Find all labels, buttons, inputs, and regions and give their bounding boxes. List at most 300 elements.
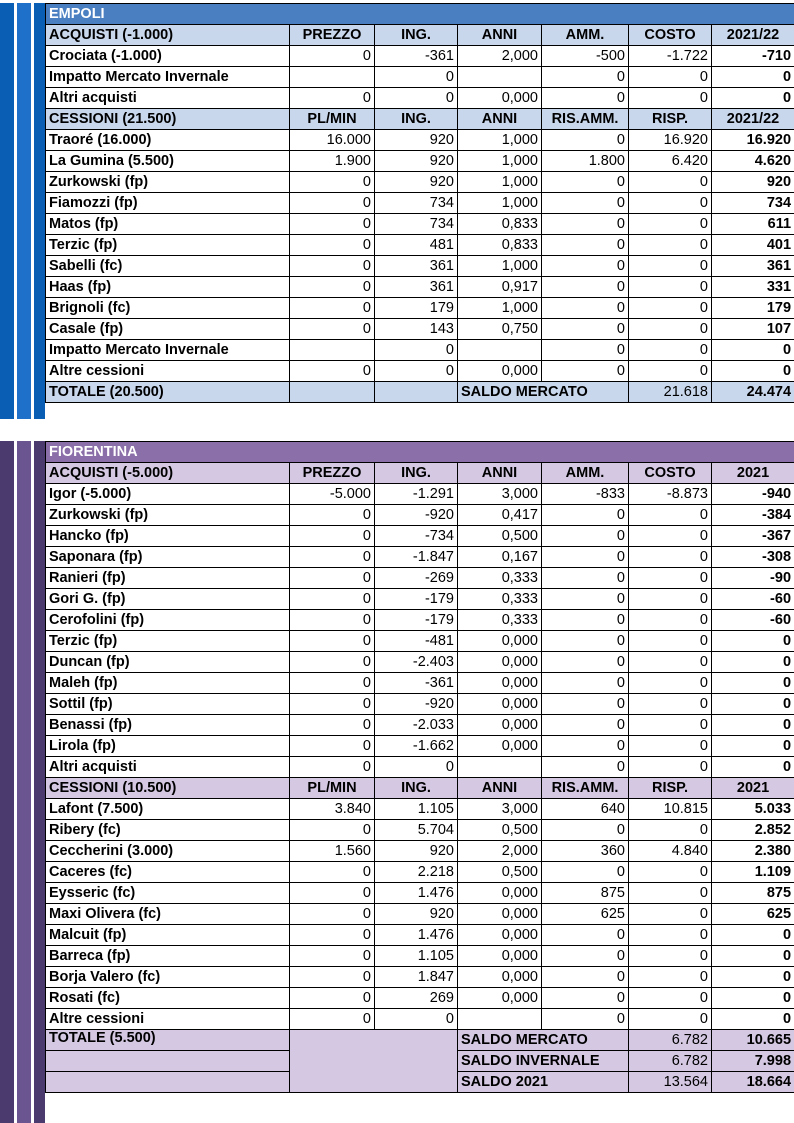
cell-col-5: 0 — [629, 589, 712, 610]
header-col-1: PL/MIN — [290, 778, 375, 799]
cell-col-6: 2.380 — [712, 841, 794, 862]
cell-col-4: 0 — [542, 757, 629, 778]
cell-col-5: 0 — [629, 214, 712, 235]
cell-col-5: -8.873 — [629, 484, 712, 505]
cell-col-4: 360 — [542, 841, 629, 862]
cell-col-3: 0,000 — [458, 361, 542, 382]
cell-col-2: 920 — [375, 172, 458, 193]
cell-col-2: 0 — [375, 88, 458, 109]
cell-col-3 — [458, 67, 542, 88]
cell-col-2: -734 — [375, 526, 458, 547]
cell-col-1: 0 — [290, 757, 375, 778]
cell-col-3: 0,333 — [458, 568, 542, 589]
cell-col-2: 143 — [375, 319, 458, 340]
fiorentina-color-stripes — [0, 441, 45, 1123]
cell-col-5: 0 — [629, 340, 712, 361]
cell-col-5: 0 — [629, 694, 712, 715]
cell-col-2: 920 — [375, 841, 458, 862]
header-col-6: 2021/22 — [712, 25, 794, 46]
totale-filler — [290, 1030, 458, 1093]
cell-col-6: 0 — [712, 967, 794, 988]
cell-col-4: 0 — [542, 589, 629, 610]
cell-col-5: 0 — [629, 235, 712, 256]
cell-col-1: 1.900 — [290, 151, 375, 172]
table-row — [46, 319, 794, 340]
header-name: ACQUISTI (-5.000) — [46, 463, 290, 484]
table-row — [46, 214, 794, 235]
saldo-mercato-label: SALDO MERCATO — [458, 382, 629, 403]
table-row — [46, 589, 794, 610]
cell-col-2: -361 — [375, 673, 458, 694]
cell-col-1: 0 — [290, 568, 375, 589]
team-name: EMPOLI — [46, 4, 794, 25]
cell-col-4: 0 — [542, 214, 629, 235]
cell-col-5: 0 — [629, 256, 712, 277]
cell-col-2: 920 — [375, 130, 458, 151]
cell-col-1: 0 — [290, 715, 375, 736]
cell-col-5: 0 — [629, 547, 712, 568]
header-col-1: PREZZO — [290, 463, 375, 484]
cell-col-2: 0 — [375, 340, 458, 361]
cell-col-1: 0 — [290, 610, 375, 631]
cell-col-3: 0,000 — [458, 883, 542, 904]
cell-name: Lafont (7.500) — [46, 799, 290, 820]
cell-col-1: 0 — [290, 925, 375, 946]
cell-name: Matos (fp) — [46, 214, 290, 235]
cell-col-5: 0 — [629, 988, 712, 1009]
cell-name: Hancko (fp) — [46, 526, 290, 547]
table-row — [46, 610, 794, 631]
cell-col-1: 0 — [290, 361, 375, 382]
cell-col-2: -1.847 — [375, 547, 458, 568]
cell-col-1: 0 — [290, 547, 375, 568]
saldo-value: 6.782 — [629, 1051, 712, 1072]
header-col-6: 2021 — [712, 463, 794, 484]
cell-col-1: 0 — [290, 673, 375, 694]
cell-col-5: 0 — [629, 67, 712, 88]
cell-col-4: 0 — [542, 298, 629, 319]
cell-col-1: 0 — [290, 526, 375, 547]
cell-name: Casale (fp) — [46, 319, 290, 340]
cell-name: Altri acquisti — [46, 757, 290, 778]
cell-col-2: -920 — [375, 694, 458, 715]
cell-col-6: 107 — [712, 319, 794, 340]
cell-col-1: 0 — [290, 820, 375, 841]
cell-name: Haas (fp) — [46, 277, 290, 298]
header-col-4: AMM. — [542, 25, 629, 46]
cell-col-2: 734 — [375, 214, 458, 235]
cell-col-5: 0 — [629, 967, 712, 988]
cell-col-4: 640 — [542, 799, 629, 820]
cell-col-4: 0 — [542, 130, 629, 151]
cell-col-6: 0 — [712, 88, 794, 109]
table-row — [46, 361, 794, 382]
cell-col-4: 0 — [542, 277, 629, 298]
cell-col-2: 5.704 — [375, 820, 458, 841]
cell-col-5: 0 — [629, 904, 712, 925]
empoli-table — [45, 3, 794, 403]
cell-name: Zurkowski (fp) — [46, 172, 290, 193]
header-name: ACQUISTI (-1.000) — [46, 25, 290, 46]
cell-col-3: 0,333 — [458, 589, 542, 610]
header-col-2: ING. — [375, 25, 458, 46]
cell-col-3: 0,000 — [458, 673, 542, 694]
cell-col-1: 0 — [290, 967, 375, 988]
header-col-3: ANNI — [458, 463, 542, 484]
cell-col-1: 0 — [290, 946, 375, 967]
table-row — [46, 67, 794, 88]
header-col-1: PREZZO — [290, 25, 375, 46]
cell-col-3: 0,000 — [458, 88, 542, 109]
cell-col-1: 0 — [290, 193, 375, 214]
cell-col-5: 0 — [629, 505, 712, 526]
cell-col-6: -940 — [712, 484, 794, 505]
cell-col-1: 0 — [290, 652, 375, 673]
fiorentina-table — [45, 441, 794, 1093]
cell-col-4: -833 — [542, 484, 629, 505]
cell-col-1: 0 — [290, 883, 375, 904]
cell-name: Maxi Olivera (fc) — [46, 904, 290, 925]
cell-name: Saponara (fp) — [46, 547, 290, 568]
cell-col-3 — [458, 757, 542, 778]
cell-col-6: 179 — [712, 298, 794, 319]
cell-col-3: 0,833 — [458, 214, 542, 235]
table-row — [46, 820, 794, 841]
table-row — [46, 1009, 794, 1030]
cell-col-3: 0,500 — [458, 862, 542, 883]
cell-name: Impatto Mercato Invernale — [46, 67, 290, 88]
cell-name: Crociata (-1.000) — [46, 46, 290, 67]
cell-col-6: 401 — [712, 235, 794, 256]
section-header-row — [46, 109, 794, 130]
cell-col-6: 0 — [712, 946, 794, 967]
cell-name: Sottil (fp) — [46, 694, 290, 715]
cell-col-5: 0 — [629, 526, 712, 547]
cell-col-2: -269 — [375, 568, 458, 589]
cell-name: Ranieri (fp) — [46, 568, 290, 589]
cell-col-5: 0 — [629, 736, 712, 757]
cell-col-6: 5.033 — [712, 799, 794, 820]
header-col-5: RISP. — [629, 778, 712, 799]
cell-col-1: 0 — [290, 736, 375, 757]
cell-col-1: 0 — [290, 862, 375, 883]
cell-col-6: 0 — [712, 925, 794, 946]
cell-col-4: 0 — [542, 673, 629, 694]
cell-col-5: 0 — [629, 88, 712, 109]
cell-col-4: 0 — [542, 631, 629, 652]
cell-col-2: 481 — [375, 235, 458, 256]
cell-name: Impatto Mercato Invernale — [46, 340, 290, 361]
cell-col-2: 2.218 — [375, 862, 458, 883]
table-row — [46, 547, 794, 568]
table-row — [46, 130, 794, 151]
cell-col-1: 3.840 — [290, 799, 375, 820]
table-row — [46, 484, 794, 505]
cell-col-6: 875 — [712, 883, 794, 904]
cell-col-3: 0,000 — [458, 694, 542, 715]
totale-row — [46, 382, 794, 403]
cell-col-6: 16.920 — [712, 130, 794, 151]
cell-col-6: 0 — [712, 652, 794, 673]
cell-name: Brignoli (fc) — [46, 298, 290, 319]
cell-col-2: 920 — [375, 904, 458, 925]
cell-col-2: -920 — [375, 505, 458, 526]
cell-col-2: 269 — [375, 988, 458, 1009]
cell-col-2: -2.403 — [375, 652, 458, 673]
cell-col-3: 1,000 — [458, 193, 542, 214]
cell-col-5: 16.920 — [629, 130, 712, 151]
section-header-row — [46, 25, 794, 46]
cell-col-2: 920 — [375, 151, 458, 172]
cell-col-6: 4.620 — [712, 151, 794, 172]
cell-col-2: 0 — [375, 361, 458, 382]
table-row — [46, 88, 794, 109]
cell-name: Gori G. (fp) — [46, 589, 290, 610]
cell-col-2: 734 — [375, 193, 458, 214]
cell-col-4: 0 — [542, 715, 629, 736]
header-col-5: COSTO — [629, 25, 712, 46]
cell-col-5: 0 — [629, 568, 712, 589]
cell-col-5: 0 — [629, 193, 712, 214]
cell-col-1: 0 — [290, 1009, 375, 1030]
cell-col-5: 0 — [629, 277, 712, 298]
cell-name: Zurkowski (fp) — [46, 505, 290, 526]
cell-col-6: -710 — [712, 46, 794, 67]
cell-col-6: 0 — [712, 340, 794, 361]
cell-col-2: 1.476 — [375, 883, 458, 904]
header-name: CESSIONI (10.500) — [46, 778, 290, 799]
table-row — [46, 172, 794, 193]
cell-name: Rosati (fc) — [46, 988, 290, 1009]
cell-col-3: 1,000 — [458, 256, 542, 277]
cell-col-4: 0 — [542, 610, 629, 631]
header-col-2: ING. — [375, 778, 458, 799]
cell-col-3: 0,500 — [458, 526, 542, 547]
cell-col-3: 0,917 — [458, 277, 542, 298]
cell-col-6: 920 — [712, 172, 794, 193]
cell-col-1: 0 — [290, 214, 375, 235]
empty-cell — [375, 382, 458, 403]
cell-col-3: 0,417 — [458, 505, 542, 526]
cell-name: Borja Valero (fc) — [46, 967, 290, 988]
cell-col-4: 0 — [542, 361, 629, 382]
cell-col-5: 0 — [629, 946, 712, 967]
cell-col-2: 1.105 — [375, 946, 458, 967]
cell-col-5: 6.420 — [629, 151, 712, 172]
cell-col-2: -1.291 — [375, 484, 458, 505]
cell-col-6: -367 — [712, 526, 794, 547]
cell-col-3: 0,000 — [458, 631, 542, 652]
cell-col-3: 1,000 — [458, 151, 542, 172]
table-row — [46, 862, 794, 883]
cell-col-5: 0 — [629, 298, 712, 319]
cell-col-4: 0 — [542, 235, 629, 256]
cell-col-4: 0 — [542, 88, 629, 109]
cell-col-6: 0 — [712, 715, 794, 736]
cell-col-5: 0 — [629, 883, 712, 904]
cell-col-1: 16.000 — [290, 130, 375, 151]
cell-col-3: 0,833 — [458, 235, 542, 256]
saldo-label: SALDO INVERNALE — [458, 1051, 629, 1072]
saldo-value: 13.564 — [629, 1072, 712, 1093]
cell-name: Lirola (fp) — [46, 736, 290, 757]
table-row — [46, 340, 794, 361]
saldo-row — [46, 1030, 794, 1051]
table-row — [46, 841, 794, 862]
cell-col-3: 0,000 — [458, 715, 542, 736]
cell-col-2: 179 — [375, 298, 458, 319]
cell-name: Altre cessioni — [46, 1009, 290, 1030]
cell-col-3: 0,750 — [458, 319, 542, 340]
cell-col-2: -179 — [375, 610, 458, 631]
header-col-4: RIS.AMM. — [542, 778, 629, 799]
cell-col-5: 0 — [629, 361, 712, 382]
cell-col-1 — [290, 67, 375, 88]
cell-col-5: 0 — [629, 673, 712, 694]
header-col-2: ING. — [375, 109, 458, 130]
table-row — [46, 193, 794, 214]
cell-col-1: 0 — [290, 904, 375, 925]
header-col-4: AMM. — [542, 463, 629, 484]
cell-col-2: 0 — [375, 757, 458, 778]
cell-name: Traoré (16.000) — [46, 130, 290, 151]
cell-col-1: 0 — [290, 298, 375, 319]
cell-name: Eysseric (fc) — [46, 883, 290, 904]
cell-name: Terzic (fp) — [46, 631, 290, 652]
cell-col-4: 0 — [542, 967, 629, 988]
table-row — [46, 631, 794, 652]
cell-name: Barreca (fp) — [46, 946, 290, 967]
table-row — [46, 883, 794, 904]
cell-col-1: 1.560 — [290, 841, 375, 862]
cell-name: Caceres (fc) — [46, 862, 290, 883]
table-row — [46, 256, 794, 277]
cell-col-4: 0 — [542, 862, 629, 883]
cell-col-5: 0 — [629, 631, 712, 652]
cell-col-5: 0 — [629, 1009, 712, 1030]
cell-col-2: 1.847 — [375, 967, 458, 988]
cell-col-2: -1.662 — [375, 736, 458, 757]
cell-col-6: 1.109 — [712, 862, 794, 883]
cell-col-2: 361 — [375, 256, 458, 277]
cell-col-5: 0 — [629, 862, 712, 883]
fiorentina-section — [0, 441, 794, 1123]
cell-col-3: 0,000 — [458, 946, 542, 967]
table-row — [46, 694, 794, 715]
cell-col-1: 0 — [290, 256, 375, 277]
cell-col-6: 361 — [712, 256, 794, 277]
cell-col-4: 0 — [542, 319, 629, 340]
header-col-5: COSTO — [629, 463, 712, 484]
empoli-section — [0, 3, 794, 419]
cell-col-6: 734 — [712, 193, 794, 214]
cell-col-4: 0 — [542, 256, 629, 277]
cell-col-3: 1,000 — [458, 130, 542, 151]
cell-col-3: 0,000 — [458, 904, 542, 925]
cell-col-4: 0 — [542, 694, 629, 715]
table-row — [46, 904, 794, 925]
table-row — [46, 568, 794, 589]
table-row — [46, 277, 794, 298]
cell-col-4: 0 — [542, 568, 629, 589]
table-row — [46, 298, 794, 319]
cell-col-1: 0 — [290, 277, 375, 298]
cell-name: Cerofolini (fp) — [46, 610, 290, 631]
cell-col-3: 0,000 — [458, 736, 542, 757]
cell-col-6: 625 — [712, 904, 794, 925]
cell-col-6: 0 — [712, 988, 794, 1009]
saldo-label: SALDO 2021 — [458, 1072, 629, 1093]
cell-col-1: 0 — [290, 172, 375, 193]
cell-col-6: 0 — [712, 694, 794, 715]
table-row — [46, 151, 794, 172]
table-row — [46, 46, 794, 67]
table-row — [46, 736, 794, 757]
totale-label: TOTALE (20.500) — [46, 382, 290, 403]
saldo-total: 7.998 — [712, 1051, 794, 1072]
cell-name: Fiamozzi (fp) — [46, 193, 290, 214]
cell-col-4: 1.800 — [542, 151, 629, 172]
cell-col-6: -60 — [712, 589, 794, 610]
cell-col-5: 0 — [629, 757, 712, 778]
cell-col-4: 0 — [542, 547, 629, 568]
cell-col-4: 0 — [542, 172, 629, 193]
cell-col-2: 0 — [375, 1009, 458, 1030]
cell-name: Altri acquisti — [46, 88, 290, 109]
cell-col-3: 0,000 — [458, 925, 542, 946]
cell-col-4: 875 — [542, 883, 629, 904]
cell-col-6: 0 — [712, 1009, 794, 1030]
cell-col-4: 0 — [542, 340, 629, 361]
cell-col-3: 1,000 — [458, 172, 542, 193]
cell-col-1: 0 — [290, 235, 375, 256]
cell-col-6: -308 — [712, 547, 794, 568]
cell-col-3: 0,333 — [458, 610, 542, 631]
cell-col-4: 0 — [542, 652, 629, 673]
header-name: CESSIONI (21.500) — [46, 109, 290, 130]
cell-col-4: 0 — [542, 193, 629, 214]
cell-col-2: 1.105 — [375, 799, 458, 820]
cell-col-6: 611 — [712, 214, 794, 235]
section-header-row — [46, 463, 794, 484]
cell-col-4: 0 — [542, 526, 629, 547]
totale-filler — [46, 1072, 290, 1093]
header-col-5: RISP. — [629, 109, 712, 130]
cell-col-3: 0,000 — [458, 988, 542, 1009]
cell-col-3: 3,000 — [458, 799, 542, 820]
cell-col-4: 0 — [542, 736, 629, 757]
table-row — [46, 967, 794, 988]
cell-col-3: 0,000 — [458, 967, 542, 988]
cell-col-5: 0 — [629, 610, 712, 631]
cell-col-3: 3,000 — [458, 484, 542, 505]
cell-col-1: 0 — [290, 505, 375, 526]
empty-cell — [290, 382, 375, 403]
cell-name: Duncan (fp) — [46, 652, 290, 673]
empoli-color-stripes — [0, 3, 45, 419]
cell-col-6: 0 — [712, 736, 794, 757]
table-row — [46, 799, 794, 820]
cell-col-4: -500 — [542, 46, 629, 67]
cell-col-1: 0 — [290, 319, 375, 340]
header-col-4: RIS.AMM. — [542, 109, 629, 130]
cell-col-4: 0 — [542, 988, 629, 1009]
cell-col-6: -60 — [712, 610, 794, 631]
cell-col-2: 361 — [375, 277, 458, 298]
saldo-value: 6.782 — [629, 1030, 712, 1051]
cell-col-5: 0 — [629, 652, 712, 673]
cell-col-3: 0,000 — [458, 652, 542, 673]
